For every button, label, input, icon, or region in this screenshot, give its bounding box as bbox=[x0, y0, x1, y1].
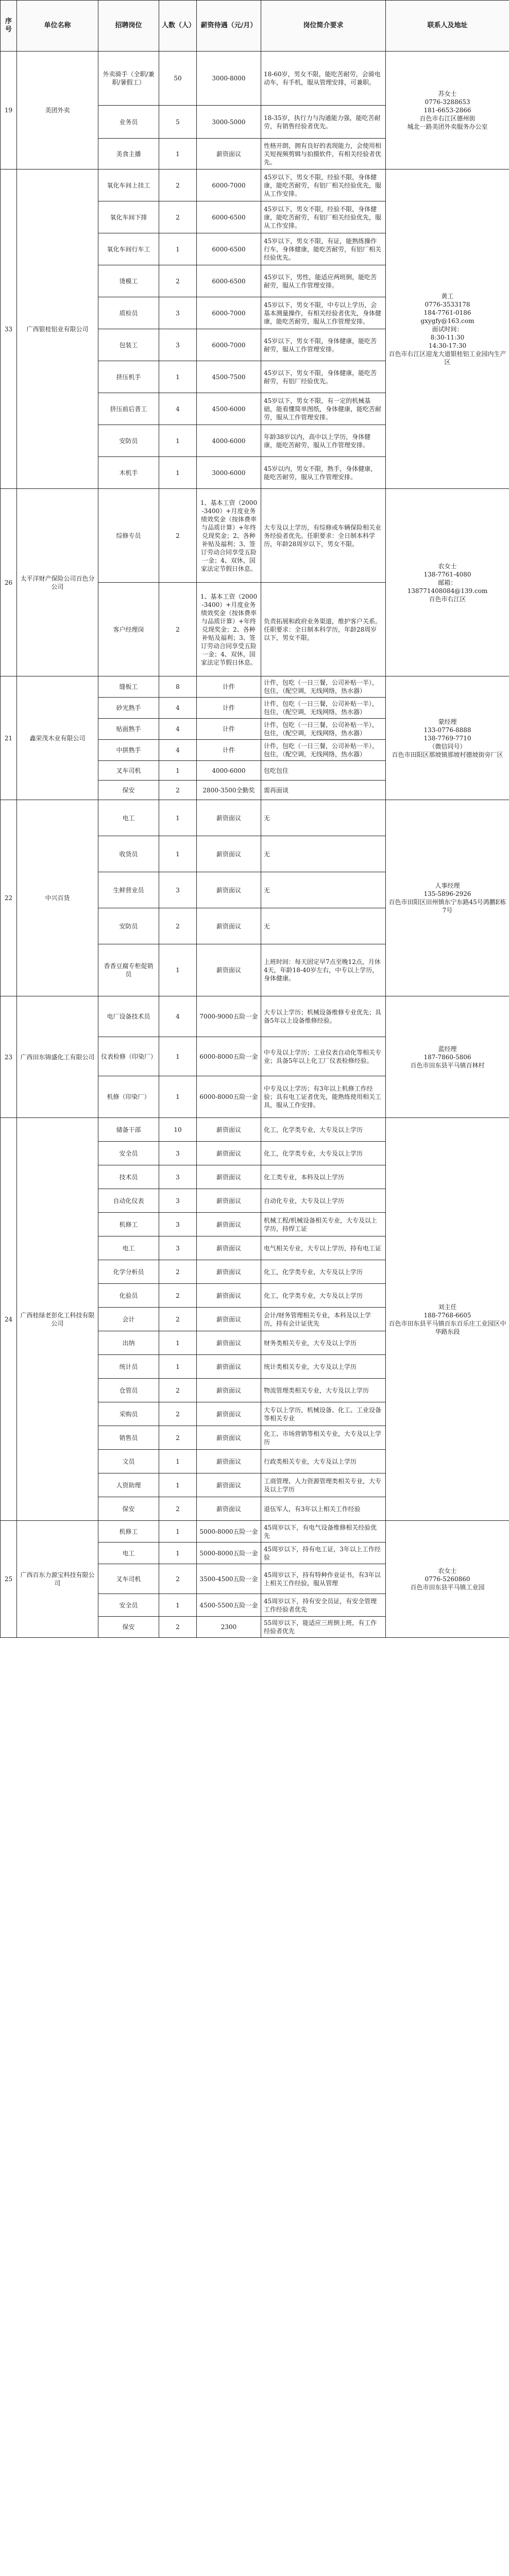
job-salary: 3000-8000 bbox=[197, 52, 261, 106]
company-contact bbox=[386, 489, 509, 676]
contact-line: 187-7860-5806 bbox=[423, 1053, 471, 1061]
row-index: 33 bbox=[1, 170, 17, 489]
job-salary: 薪资面议 bbox=[197, 1236, 261, 1260]
job-count: 4 bbox=[159, 740, 197, 761]
contact-line: 138771408084@139.com bbox=[407, 587, 488, 595]
contact-line: （微信同号） bbox=[429, 742, 466, 750]
job-position: 贴面熟手 bbox=[98, 719, 159, 740]
job-count: 3 bbox=[159, 1189, 197, 1213]
company-name: 美团外卖 bbox=[17, 52, 98, 170]
contact-line: 0776-3288653 bbox=[425, 98, 470, 106]
job-count: 8 bbox=[159, 676, 197, 698]
contact-line: 188-7768-6605 bbox=[423, 1311, 471, 1319]
job-salary: 2300 bbox=[197, 1617, 261, 1638]
job-count: 3 bbox=[159, 297, 197, 329]
job-count: 1 bbox=[159, 836, 197, 872]
job-count: 2 bbox=[159, 1308, 197, 1331]
contact-line: 133-0776-8888 bbox=[423, 726, 471, 734]
job-position: 安防员 bbox=[98, 425, 159, 457]
job-requirements: 需再面谈 bbox=[261, 781, 386, 800]
job-salary: 薪资面议 bbox=[197, 1118, 261, 1142]
job-salary: 4000-6000 bbox=[197, 425, 261, 457]
job-count: 2 bbox=[159, 1284, 197, 1308]
job-requirements: 财务类相关专业，大专及以上学历 bbox=[261, 1331, 386, 1355]
job-count: 1 bbox=[159, 233, 197, 265]
job-requirements: 中专及以上学历；工业仪表自动化等相关专业；具备5年以上化工厂仪表检修经验。 bbox=[261, 1037, 386, 1076]
job-count: 2 bbox=[159, 1402, 197, 1426]
job-count: 1 bbox=[159, 1355, 197, 1379]
contact-line: 蓝经理 bbox=[438, 1045, 457, 1053]
job-salary: 薪资面议 bbox=[197, 1308, 261, 1331]
table-row bbox=[1, 1521, 509, 1543]
job-count: 3 bbox=[159, 1213, 197, 1236]
job-requirements: 大专及以上学历，有综修或车辆保险相关业务经验者优先。任职要求：全日制本科学历，年龄28周岁以下，男女不限。 bbox=[261, 489, 386, 583]
job-salary: 4500-6000 bbox=[197, 393, 261, 425]
job-position: 销售员 bbox=[98, 1426, 159, 1450]
job-salary: 薪资面议 bbox=[197, 1213, 261, 1236]
job-count: 1 bbox=[159, 1521, 197, 1543]
job-count: 2 bbox=[159, 781, 197, 800]
job-count: 1 bbox=[159, 1594, 197, 1617]
job-count: 1 bbox=[159, 1076, 197, 1118]
job-count: 5 bbox=[159, 106, 197, 139]
header-company: 单位名称 bbox=[17, 1, 98, 52]
job-salary: 薪资面议 bbox=[197, 908, 261, 944]
job-position: 客户经理岗 bbox=[98, 583, 159, 676]
job-position: 机修（印染厂） bbox=[98, 1076, 159, 1118]
job-count: 4 bbox=[159, 719, 197, 740]
job-requirements: 45岁以下，男女不限，经验不限，身体健康，能吃苦耐劳，有铝厂相关经验优先，服从工作安排。 bbox=[261, 170, 386, 201]
job-position: 氧化车间下排 bbox=[98, 201, 159, 233]
job-requirements: 计件，包吃（一日三餐，公司补贴一半），包住，（配空调，无线网络，热水器） bbox=[261, 698, 386, 719]
job-count: 1 bbox=[159, 425, 197, 457]
job-requirements: 负责拓展和政府业务渠道，维护客户关系。任职要求：全日制本科学历，年龄28周岁以下，男女不限。 bbox=[261, 583, 386, 676]
job-position: 收货员 bbox=[98, 836, 159, 872]
job-position: 文员 bbox=[98, 1450, 159, 1473]
header-contact: 联系人及地址 bbox=[386, 1, 509, 52]
job-count: 4 bbox=[159, 996, 197, 1037]
job-position: 包装工 bbox=[98, 329, 159, 361]
job-count: 2 bbox=[159, 908, 197, 944]
job-requirements: 45岁以下，男女不限，中专以上学历，会基本测量操作，有相关经验者优先，身体健康，能吃苦耐劳，服从工作管理安排。 bbox=[261, 297, 386, 329]
job-count: 1 bbox=[159, 1450, 197, 1473]
contact-line: 0776-5260860 bbox=[425, 1575, 470, 1583]
job-position: 会计 bbox=[98, 1308, 159, 1331]
job-salary: 薪资面议 bbox=[197, 1165, 261, 1189]
table-row bbox=[1, 996, 509, 1037]
contact-line: 0776-3533178 bbox=[425, 300, 470, 308]
contact-line: gxygfy@163.com bbox=[420, 317, 474, 325]
job-salary: 薪资面议 bbox=[197, 944, 261, 996]
contact-line: 苏女士 bbox=[438, 90, 457, 97]
job-count: 2 bbox=[159, 1260, 197, 1284]
job-salary: 薪资面议 bbox=[197, 1260, 261, 1284]
job-position: 化学分析员 bbox=[98, 1260, 159, 1284]
job-count: 1 bbox=[159, 361, 197, 393]
job-position: 保安 bbox=[98, 1617, 159, 1638]
job-requirements: 无 bbox=[261, 800, 386, 836]
job-count: 3 bbox=[159, 1165, 197, 1189]
job-salary: 薪资面议 bbox=[197, 836, 261, 872]
job-requirements: 45岁以下，男女不限，经验不限，身体健康，能吃苦耐劳，有铝厂相关经验优先，服从工作安排。 bbox=[261, 201, 386, 233]
job-count: 2 bbox=[159, 1379, 197, 1402]
company-contact bbox=[386, 1521, 509, 1638]
job-count: 2 bbox=[159, 201, 197, 233]
job-count: 4 bbox=[159, 393, 197, 425]
job-count: 2 bbox=[159, 170, 197, 201]
job-salary: 薪资面议 bbox=[197, 139, 261, 170]
job-count: 3 bbox=[159, 329, 197, 361]
job-requirements: 性格开朗，拥有良好的表现能力，会使用相关短视频剪辑与拍摄软件，有相关经验者优先。 bbox=[261, 139, 386, 170]
job-salary: 4000-6000 bbox=[197, 761, 261, 781]
job-requirements: 电气相关专业，大专以上学历，持有电工证 bbox=[261, 1236, 386, 1260]
job-count: 1 bbox=[159, 457, 197, 489]
job-count: 1 bbox=[159, 1037, 197, 1076]
company-name: 广西银桂铝业有限公司 bbox=[17, 170, 98, 489]
job-requirements: 大专以上学历，机械设备、化工、工业设备等相关专业 bbox=[261, 1402, 386, 1426]
job-position: 烫模工 bbox=[98, 265, 159, 297]
job-position: 安防员 bbox=[98, 908, 159, 944]
job-salary: 计件 bbox=[197, 698, 261, 719]
job-position: 采购员 bbox=[98, 1402, 159, 1426]
job-requirements: 化工，化学类专业，大专及以上学历 bbox=[261, 1118, 386, 1142]
job-count: 2 bbox=[159, 1426, 197, 1450]
job-requirements: 45周岁以下，持有特种作业证书，有3年以上相关工作经验，服从管理 bbox=[261, 1564, 386, 1594]
header-row bbox=[1, 1, 509, 52]
company-name: 广西田东锦盛化工有限公司 bbox=[17, 996, 98, 1118]
job-position: 叉车司机 bbox=[98, 761, 159, 781]
job-salary: 3000-6000 bbox=[197, 457, 261, 489]
job-position: 机修工 bbox=[98, 1521, 159, 1543]
job-requirements: 自动化专业，大专及以上学历 bbox=[261, 1189, 386, 1213]
job-salary: 薪资面议 bbox=[197, 1450, 261, 1473]
job-requirements: 18-60岁，男女不限，能吃苦耐劳，会骑电动车，有手机，服从管理安排，可兼职。 bbox=[261, 52, 386, 106]
job-position: 安全员 bbox=[98, 1142, 159, 1165]
job-position: 出纳 bbox=[98, 1331, 159, 1355]
job-position: 挤压机手 bbox=[98, 361, 159, 393]
contact-line: 百色市田东县平马镇工业园 bbox=[410, 1584, 485, 1591]
job-salary: 薪资面议 bbox=[197, 1331, 261, 1355]
job-position: 统计员 bbox=[98, 1355, 159, 1379]
job-requirements: 化工、市场营销等相关专业，大专及以上学历 bbox=[261, 1426, 386, 1450]
job-requirements: 化工，化学类专业，大专及以上学历 bbox=[261, 1284, 386, 1308]
row-index: 24 bbox=[1, 1118, 17, 1521]
job-position: 安全员 bbox=[98, 1594, 159, 1617]
job-position: 电工 bbox=[98, 800, 159, 836]
contact-line: 百色市田东县平马镇百林村 bbox=[410, 1061, 485, 1069]
company-name: 广西百东力源宝科技有限公司 bbox=[17, 1521, 98, 1638]
job-requirements: 55周岁以下，能适应三班倒上班，有工作经验者优先 bbox=[261, 1617, 386, 1638]
contact-line: 城北一路美团外卖服务办公室 bbox=[407, 123, 488, 130]
job-salary: 薪资面议 bbox=[197, 1497, 261, 1521]
job-salary: 6000-7000 bbox=[197, 329, 261, 361]
job-position: 叉车司机 bbox=[98, 1564, 159, 1594]
job-requirements: 计件，包吃（一日三餐，公司补贴一半），包住，（配空调，无线网络，热水器） bbox=[261, 719, 386, 740]
job-position: 挤压前后普工 bbox=[98, 393, 159, 425]
job-count: 2 bbox=[159, 1617, 197, 1638]
contact-line: 百色市右江区德州街 bbox=[419, 115, 476, 122]
job-requirements: 退伍军人，有3年以上相关工作经验 bbox=[261, 1497, 386, 1521]
job-requirements: 无 bbox=[261, 872, 386, 908]
contact-line: 138-7761-4080 bbox=[423, 570, 471, 578]
contact-line: 14:30-17:30 bbox=[428, 342, 467, 349]
contact-line: 135-5896-2926 bbox=[423, 890, 471, 897]
job-count: 10 bbox=[159, 1118, 197, 1142]
job-requirements: 年龄38岁以内，高中以上学历，身体健康，能吃苦耐劳，服从工作管理安排。 bbox=[261, 425, 386, 457]
job-salary: 薪资面议 bbox=[197, 1379, 261, 1402]
job-requirements: 工商管理、人力资源管理类相关专业，大专及以上学历 bbox=[261, 1473, 386, 1497]
job-salary: 5000-8000五险一金 bbox=[197, 1543, 261, 1564]
job-position: 氧化车间上挂工 bbox=[98, 170, 159, 201]
contact-line: 人事经理 bbox=[435, 882, 460, 889]
job-requirements: 计件，包吃（一日三餐，公司补贴一半），包住，（配空调，无线网络，热水器） bbox=[261, 676, 386, 698]
contact-line: 刘主任 bbox=[438, 1303, 457, 1311]
job-salary: 6000-6500 bbox=[197, 233, 261, 265]
company-contact bbox=[386, 170, 509, 489]
contact-line: 8:30-11:30 bbox=[430, 333, 465, 341]
job-requirements: 45周岁以下，持有安全员证，有安全管理工作经验者优先 bbox=[261, 1594, 386, 1617]
job-position: 业务员 bbox=[98, 106, 159, 139]
job-requirements: 45岁以下，男女不限，有证，能熟练操作行车，身体健康，能吃苦耐劳，有铝厂相关经验优先。 bbox=[261, 233, 386, 265]
company-name: 中兴百货 bbox=[17, 800, 98, 996]
job-salary: 计件 bbox=[197, 676, 261, 698]
job-position: 保安 bbox=[98, 1497, 159, 1521]
job-count: 1 bbox=[159, 944, 197, 996]
job-position: 仪表检修（印染厂） bbox=[98, 1037, 159, 1076]
table-row bbox=[1, 170, 509, 201]
contact-line: 百色市右江区迎龙大道银桂铝工业园内生产区 bbox=[388, 350, 506, 366]
job-salary: 薪资面议 bbox=[197, 800, 261, 836]
job-requirements: 化工，化学类专业，大专及以上学历 bbox=[261, 1260, 386, 1284]
job-position: 氧化车间行车工 bbox=[98, 233, 159, 265]
contact-line: 农女士 bbox=[438, 562, 457, 570]
job-requirements: 45岁以内，男女不限，熟手，身体健康，能吃苦耐劳，服从工作管理安排。 bbox=[261, 457, 386, 489]
job-requirements: 统计类相关专业，大专及以上学历 bbox=[261, 1355, 386, 1379]
job-position: 缝板工 bbox=[98, 676, 159, 698]
job-position: 电工 bbox=[98, 1543, 159, 1564]
job-requirements: 45周岁以下，有电气设备维修相关经验优先 bbox=[261, 1521, 386, 1543]
job-salary: 3500-4500五险一金 bbox=[197, 1564, 261, 1594]
job-position: 综修专员 bbox=[98, 489, 159, 583]
job-count: 1 bbox=[159, 139, 197, 170]
job-salary: 薪资面议 bbox=[197, 1402, 261, 1426]
job-salary: 2800-3500全勤奖 bbox=[197, 781, 261, 800]
company-contact bbox=[386, 52, 509, 170]
contact-line: 黄工 bbox=[441, 292, 454, 300]
job-salary: 薪资面议 bbox=[197, 1284, 261, 1308]
job-count: 3 bbox=[159, 872, 197, 908]
contact-line: 百色市右江区 bbox=[429, 595, 466, 603]
job-count: 3 bbox=[159, 1236, 197, 1260]
job-position: 技术员 bbox=[98, 1165, 159, 1189]
job-count: 4 bbox=[159, 698, 197, 719]
job-position: 仓管员 bbox=[98, 1379, 159, 1402]
contact-line: 面试时间： bbox=[432, 325, 463, 333]
table-row bbox=[1, 676, 509, 698]
job-count: 1 bbox=[159, 1331, 197, 1355]
row-index: 26 bbox=[1, 489, 17, 676]
table-row bbox=[1, 800, 509, 836]
job-requirements: 45岁以下，男性，能适应两班倒，能吃苦耐劳，服从工作管理安排。 bbox=[261, 265, 386, 297]
job-position: 自动化仪表 bbox=[98, 1189, 159, 1213]
header-salary: 薪资待遇（元/月） bbox=[197, 1, 261, 52]
job-position: 人资助理 bbox=[98, 1473, 159, 1497]
job-requirements: 45岁以下，男女不限，身体健康，能吃苦耐劳，服从工作管理安排。 bbox=[261, 329, 386, 361]
job-position: 储备干部 bbox=[98, 1118, 159, 1142]
job-position: 砂光熟手 bbox=[98, 698, 159, 719]
job-salary: 薪资面议 bbox=[197, 1142, 261, 1165]
company-contact bbox=[386, 676, 509, 800]
contact-line: 百色市田阳区那坡镇那坡村德坡街旁厂区 bbox=[392, 751, 503, 758]
company-contact bbox=[386, 800, 509, 996]
job-position: 木机手 bbox=[98, 457, 159, 489]
job-salary: 7000-9000五险一金 bbox=[197, 996, 261, 1037]
job-position: 机修工 bbox=[98, 1213, 159, 1236]
row-index: 23 bbox=[1, 996, 17, 1118]
job-salary: 计件 bbox=[197, 719, 261, 740]
row-index: 19 bbox=[1, 52, 17, 170]
contact-line: 蒙经理 bbox=[438, 718, 457, 725]
job-salary: 5000-8000五险一金 bbox=[197, 1521, 261, 1543]
company-name: 广西桂绿老彭化工科技有限公司 bbox=[17, 1118, 98, 1521]
job-requirements: 包吃包住 bbox=[261, 761, 386, 781]
header-index: 序号 bbox=[1, 1, 17, 52]
job-salary: 6000-6500 bbox=[197, 265, 261, 297]
row-index: 21 bbox=[1, 676, 17, 800]
job-count: 2 bbox=[159, 1497, 197, 1521]
job-requirements: 中专及以上学历；有3年以上机修工作经验；具有电工证者优先，能熟练使用相关工具，服从工作安排。 bbox=[261, 1076, 386, 1118]
job-count: 1 bbox=[159, 1473, 197, 1497]
header-count: 人数（人） bbox=[159, 1, 197, 52]
company-contact bbox=[386, 996, 509, 1118]
job-requirements: 18-35岁，执行力与沟通能力强，能吃苦耐劳，有销售经验者优先。 bbox=[261, 106, 386, 139]
job-salary: 1、基本工资（2000-3400）+月度业务绩效奖金（按体费率与品质计算）+年终兑现奖金；2、各种补贴及福利；3、签订劳动合同享受五险一金；4、双休，国家法定节假日休息。 bbox=[197, 489, 261, 583]
job-requirements: 无 bbox=[261, 908, 386, 944]
contact-line: 农女士 bbox=[438, 1567, 457, 1574]
row-index: 25 bbox=[1, 1521, 17, 1638]
job-requirements: 会计/财务管理相关专业，本科及以上学历，持有会计证优先 bbox=[261, 1308, 386, 1331]
job-count: 50 bbox=[159, 52, 197, 106]
job-count: 1 bbox=[159, 761, 197, 781]
table-row bbox=[1, 1118, 509, 1142]
job-requirements: 45周岁以下，持有电工证，3年以上工作经验 bbox=[261, 1543, 386, 1564]
job-count: 1 bbox=[159, 800, 197, 836]
job-salary: 6000-8000五险一金 bbox=[197, 1076, 261, 1118]
contact-line: 邮箱： bbox=[438, 579, 457, 586]
job-salary: 6000-7000 bbox=[197, 170, 261, 201]
job-position: 电厂设备技术员 bbox=[98, 996, 159, 1037]
job-position: 保安 bbox=[98, 781, 159, 800]
header-position: 招聘岗位 bbox=[98, 1, 159, 52]
job-count: 2 bbox=[159, 265, 197, 297]
job-count: 3 bbox=[159, 1142, 197, 1165]
contact-line: 138-7769-7710 bbox=[423, 734, 471, 742]
job-requirements: 物流管理类相关专业，大专及以上学历 bbox=[261, 1379, 386, 1402]
job-position: 质检员 bbox=[98, 297, 159, 329]
job-salary: 薪资面议 bbox=[197, 1473, 261, 1497]
job-position: 香香豆腐专柜促销员 bbox=[98, 944, 159, 996]
company-name: 太平洋财产保险公司百色分公司 bbox=[17, 489, 98, 676]
job-requirements: 45岁以下，男女不限，有一定的机械基础，能看懂简单图纸，身体健康，能吃苦耐劳，服从工作管理安排。 bbox=[261, 393, 386, 425]
contact-line: 百色市田阳区田州镇东宁东路45号鸿鹏E栋7号 bbox=[388, 899, 506, 914]
contact-line: 184-7761-0186 bbox=[423, 309, 471, 316]
job-salary: 薪资面议 bbox=[197, 1189, 261, 1213]
job-requirements: 化工类专业，本科及以上学历 bbox=[261, 1165, 386, 1189]
job-position: 美食主播 bbox=[98, 139, 159, 170]
job-requirements: 无 bbox=[261, 836, 386, 872]
job-requirements: 上班时间：每天固定早7点至晚12点，月休4天，年龄18-40岁左右，中专以上学历，身体健康。 bbox=[261, 944, 386, 996]
job-salary: 1、基本工资（2000-3400）+月度业务绩效奖金（按体费率与品质计算）+年终兑现奖金；2、各种补贴及福利；3、签订劳动合同享受五险一金；4、双休，国家法定节假日休息。 bbox=[197, 583, 261, 676]
job-salary: 薪资面议 bbox=[197, 872, 261, 908]
job-count: 1 bbox=[159, 1543, 197, 1564]
job-requirements: 机械工程/机械设备相关专业，大专及以上学历，持焊工证 bbox=[261, 1213, 386, 1236]
job-position: 电工 bbox=[98, 1236, 159, 1260]
table-row bbox=[1, 489, 509, 583]
job-position: 外卖骑手（全职/兼职/暑假工） bbox=[98, 52, 159, 106]
job-position: 生鲜营业员 bbox=[98, 872, 159, 908]
job-requirements: 化工，化学类专业，大专及以上学历 bbox=[261, 1142, 386, 1165]
job-position: 化验员 bbox=[98, 1284, 159, 1308]
job-salary: 4500-7500 bbox=[197, 361, 261, 393]
job-salary: 6000-8000五险一金 bbox=[197, 1037, 261, 1076]
job-salary: 6000-6500 bbox=[197, 201, 261, 233]
job-count: 2 bbox=[159, 583, 197, 676]
contact-line: 181-6653-2866 bbox=[423, 107, 471, 114]
company-name: 鑫荣茂木业有限公司 bbox=[17, 676, 98, 800]
job-requirements: 大专以上学历；机械设备维修专业优先；具备5年以上设备维修经验。 bbox=[261, 996, 386, 1037]
table-row bbox=[1, 52, 509, 106]
row-index: 22 bbox=[1, 800, 17, 996]
job-salary: 薪资面议 bbox=[197, 1355, 261, 1379]
job-count: 2 bbox=[159, 489, 197, 583]
job-requirements: 行政类相关专业，大专及以上学历 bbox=[261, 1450, 386, 1473]
job-position: 中拼熟手 bbox=[98, 740, 159, 761]
job-requirements: 计件，包吃（一日三餐，公司补贴一半），包住，（配空调，无线网络，热水器） bbox=[261, 740, 386, 761]
job-salary: 4500-5500五险一金 bbox=[197, 1594, 261, 1617]
job-salary: 6000-7000 bbox=[197, 297, 261, 329]
job-salary: 3000-5000 bbox=[197, 106, 261, 139]
header-requirements: 岗位简介要求 bbox=[261, 1, 386, 52]
contact-line: 百色市田东县平马镇百东百乐庄工业园区中华路东段 bbox=[388, 1319, 506, 1335]
job-count: 2 bbox=[159, 1564, 197, 1594]
job-salary: 薪资面议 bbox=[197, 1426, 261, 1450]
job-salary: 计件 bbox=[197, 740, 261, 761]
job-requirements: 45岁以下，男女不限，身体健康，能吃苦耐劳，有铝厂经验优先。 bbox=[261, 361, 386, 393]
company-contact bbox=[386, 1118, 509, 1521]
